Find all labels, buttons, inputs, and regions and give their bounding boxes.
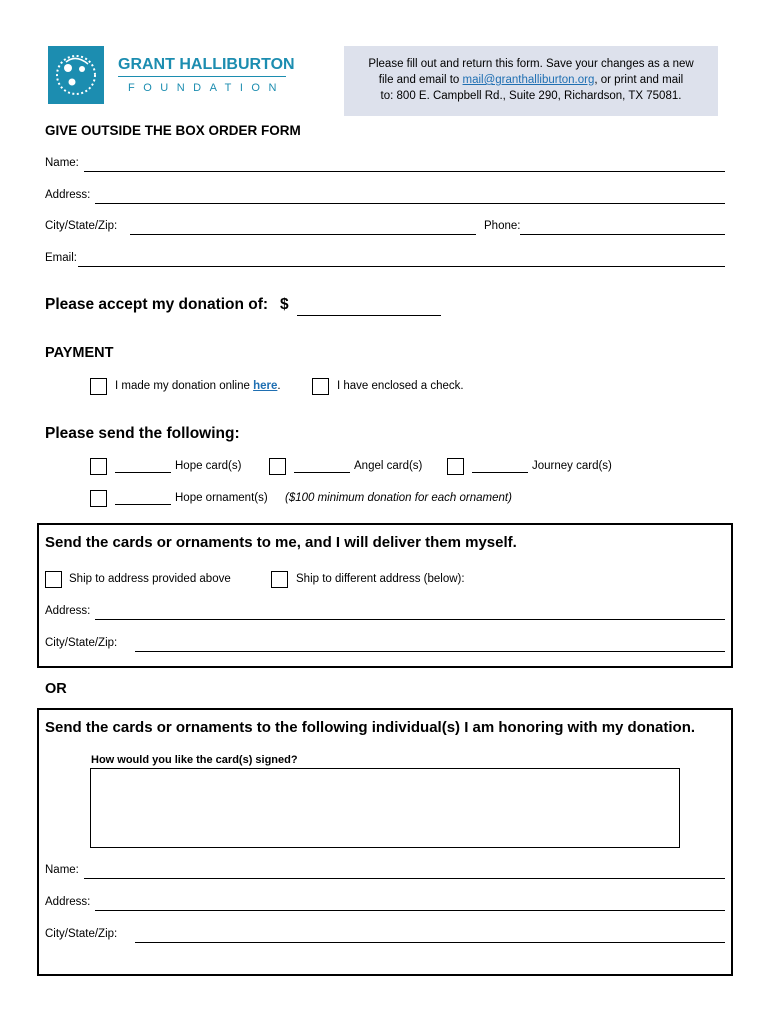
angel-cards-label: Angel card(s): [354, 460, 423, 472]
form-title: GIVE OUTSIDE THE BOX ORDER FORM: [45, 123, 301, 138]
donation-label: Please accept my donation of:: [45, 296, 269, 313]
instructions-line2-suffix: , or print and mail: [594, 74, 684, 86]
paid-online-text: I made my donation online: [115, 380, 254, 392]
logo-divider: [118, 76, 286, 77]
paid-online-checkbox[interactable]: [90, 378, 107, 395]
paid-online-label: [115, 380, 281, 392]
currency-symbol: $: [280, 296, 289, 313]
instructions-box: [344, 46, 718, 116]
ship-address-label: Address:: [45, 605, 91, 617]
email-link[interactable]: mail@granthalliburton.org: [462, 74, 595, 86]
card-signature-label: How would you like the card(s) signed?: [91, 754, 298, 766]
angel-cards-checkbox[interactable]: [269, 458, 286, 475]
ship-above-address-label: Ship to address provided above: [69, 573, 231, 585]
hope-ornaments-label: Hope ornament(s): [175, 492, 268, 504]
honoree-address-field[interactable]: [95, 910, 725, 911]
name-field[interactable]: [84, 171, 725, 172]
card-signature-textarea[interactable]: [90, 768, 680, 848]
instructions-line3: to: 800 E. Campbell Rd., Suite 290, Richardson, TX 75081.: [380, 90, 682, 102]
send-heading: Please send the following:: [45, 425, 240, 442]
donate-online-link[interactable]: here: [253, 380, 278, 392]
hope-cards-qty-field[interactable]: [115, 472, 171, 473]
ship-different-address-checkbox[interactable]: [271, 571, 288, 588]
email-label: Email:: [45, 252, 77, 264]
paid-online-period: .: [277, 380, 281, 392]
ship-city-state-zip-field[interactable]: [135, 651, 725, 652]
logo-mark-icon: [48, 46, 104, 104]
city-state-zip-label: City/State/Zip:: [45, 220, 118, 232]
email-field[interactable]: [78, 266, 725, 267]
city-state-zip-field[interactable]: [130, 234, 476, 235]
instructions-line2: [344, 72, 718, 88]
name-label: Name:: [45, 157, 79, 169]
honoree-name-label: Name:: [45, 864, 79, 876]
ornament-minimum-note: ($100 minimum donation for each ornament): [285, 492, 512, 504]
honoree-city-state-zip-field[interactable]: [135, 942, 725, 943]
logo-name-line2: FOUNDATION: [128, 82, 285, 94]
angel-cards-qty-field[interactable]: [294, 472, 350, 473]
enclosed-check-checkbox[interactable]: [312, 378, 329, 395]
ship-to-me-heading: Send the cards or ornaments to me, and I will deliver them myself.: [45, 534, 517, 551]
ship-different-address-label: Ship to different address (below):: [296, 573, 465, 585]
honoree-city-state-zip-label: City/State/Zip:: [45, 928, 118, 940]
phone-label: Phone:: [484, 220, 521, 232]
honoree-address-label: Address:: [45, 896, 91, 908]
enclosed-check-label: I have enclosed a check.: [337, 380, 464, 392]
journey-cards-checkbox[interactable]: [447, 458, 464, 475]
address-label: Address:: [45, 189, 91, 201]
address-field[interactable]: [95, 203, 725, 204]
journey-cards-qty-field[interactable]: [472, 472, 528, 473]
or-divider-label: OR: [45, 681, 67, 697]
honoree-name-field[interactable]: [84, 878, 725, 879]
ship-above-address-checkbox[interactable]: [45, 571, 62, 588]
instructions-line1: Please fill out and return this form. Save your changes as a new: [368, 58, 694, 70]
hope-ornaments-qty-field[interactable]: [115, 504, 171, 505]
donation-amount-field[interactable]: [297, 315, 441, 316]
honoree-heading: Send the cards or ornaments to the following individual(s) I am honoring with my donation.: [45, 719, 696, 736]
ship-address-field[interactable]: [95, 619, 725, 620]
instructions-line2-prefix: file and email to: [378, 74, 463, 86]
journey-cards-label: Journey card(s): [532, 460, 612, 472]
hope-cards-checkbox[interactable]: [90, 458, 107, 475]
payment-heading: PAYMENT: [45, 345, 114, 361]
ship-city-state-zip-label: City/State/Zip:: [45, 637, 118, 649]
foundation-logo: [48, 46, 295, 106]
phone-field[interactable]: [520, 234, 725, 235]
hope-ornaments-checkbox[interactable]: [90, 490, 107, 507]
logo-name-line1: GRANT HALLIBURTON: [118, 56, 295, 73]
hope-cards-label: Hope card(s): [175, 460, 242, 472]
